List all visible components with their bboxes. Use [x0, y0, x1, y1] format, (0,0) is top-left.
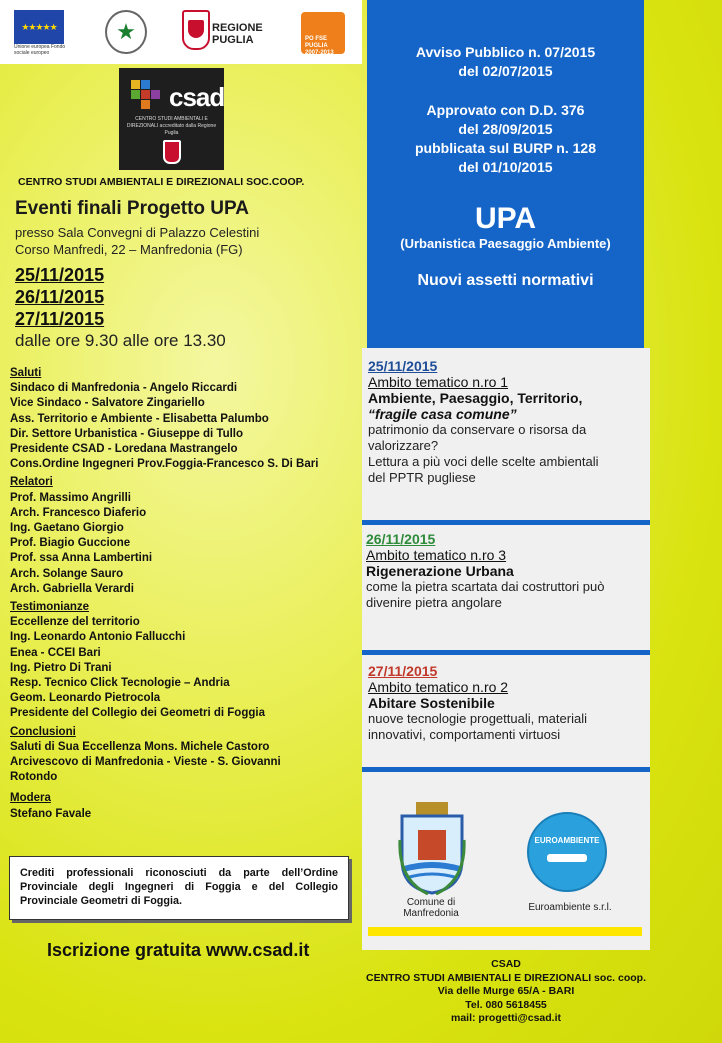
yellow-bar — [368, 927, 642, 936]
session-description: patrimonio da conservare o risorsa da valorizzare? — [368, 422, 587, 453]
testimonianze-heading: Testimonianze — [10, 601, 90, 614]
footer-line: CSAD — [491, 958, 521, 970]
list-item: Prof. ssa Anna Lambertini — [10, 552, 153, 565]
euroambiente-logo-text: EUROAMBIENTE — [534, 836, 600, 845]
conclusioni-line: Saluti di Sua Eccellenza Mons. Michele Castoro — [10, 740, 270, 753]
session-panel — [362, 348, 650, 520]
event-date: 26/11/2015 — [15, 287, 105, 307]
testimonianze-list — [10, 615, 355, 721]
session-title: Abitare Sostenibile — [368, 695, 495, 711]
conclusioni-heading: Conclusioni — [10, 725, 76, 738]
registration-link[interactable]: Iscrizione gratuita www.csad.it — [47, 940, 310, 960]
session-title: Rigenerazione Urbana — [366, 563, 514, 579]
list-item: Ass. Territorio e Ambiente - Elisabetta Palumbo — [10, 412, 269, 425]
list-item: Resp. Tecnico Click Tecnologie – Andria — [10, 677, 230, 690]
organization-name: CENTRO STUDI AMBIENTALI E DIREZIONALI SOC.COOP. — [18, 176, 305, 188]
po-fse-logo: PO FSE PUGLIA 2007-2013 — [301, 12, 345, 54]
list-item: Geom. Leonardo Pietrocola — [10, 692, 161, 705]
list-item: Vice Sindaco - Salvatore Zingariello — [10, 397, 205, 410]
venue-line: presso Sala Convegni di Palazzo Celestini — [15, 225, 260, 240]
list-item: Prof. Biagio Guccione — [10, 537, 131, 550]
csad-subtitle: CENTRO STUDI AMBIENTALI E DIREZIONALI accreditato dalla Regione Puglia — [126, 116, 217, 136]
approval-line: pubblicata sul BURP n. 128 — [414, 140, 596, 156]
saluti-heading: Saluti — [10, 367, 42, 379]
saluti-list — [10, 381, 355, 472]
list-item: Cons.Ordine Ingegneri Prov.Foggia-Francesco S. Di Bari — [10, 458, 319, 471]
session-description: come la pietra scartata dai costruttori può divenire pietra angolare — [366, 579, 605, 610]
list-item: Arch. Solange Sauro — [10, 567, 124, 580]
list-item: Arch. Gabriella Verardi — [10, 582, 135, 595]
list-item: Sindaco di Manfredonia - Angelo Riccardi — [10, 382, 238, 395]
footer-contacts — [362, 958, 650, 1026]
program — [10, 366, 355, 822]
list-item: Presidente del Collegio dei Geometri di Foggia — [10, 707, 265, 720]
list-item: Ing. Gaetano Giorgio — [10, 522, 124, 535]
announcement-box — [367, 0, 644, 348]
credits-box: Crediti professionali riconosciuti da parte dell’Ordine Provinciale degli Ingegneri di Foggia e del Collegio Provinciale Geometri di Foggia. — [9, 856, 349, 920]
list-item: Presidente CSAD - Loredana Mastrangelo — [10, 443, 238, 456]
relatori-heading: Relatori — [10, 476, 53, 489]
nuovi-assetti: Nuovi assetti normativi — [417, 272, 594, 289]
upa-subtitle: (Urbanistica Paesaggio Ambiente) — [400, 236, 611, 251]
list-item: Ing. Leonardo Antonio Fallucchi — [10, 631, 186, 644]
logo-strip — [0, 0, 362, 64]
csad-logo — [119, 68, 224, 170]
session-title: Ambiente, Paesaggio, Territorio, — [368, 390, 583, 406]
event-date: 25/11/2015 — [15, 265, 105, 285]
avviso-line: del 02/07/2015 — [458, 63, 553, 79]
footer-line: Tel. 080 5618455 — [465, 998, 547, 1011]
puglia-shield-icon — [182, 10, 210, 50]
session-description: nuove tecnologie progettuali, materiali innovativi, comportamenti virtuosi — [368, 711, 587, 742]
list-item: Enea - CCEI Bari — [10, 646, 101, 659]
footer-line: CENTRO STUDI AMBIENTALI E DIREZIONALI soc. coop. — [365, 971, 646, 984]
session-date: 27/11/2015 — [368, 663, 438, 679]
avviso-line: Avviso Pubblico n. 07/2015 — [415, 44, 596, 60]
approval-line: del 28/09/2015 — [458, 121, 553, 137]
footer-line: Via delle Murge 65/A - BARI — [437, 985, 575, 997]
venue — [15, 224, 259, 258]
conclusioni-line: Rotondo — [10, 771, 58, 784]
italian-republic-emblem-icon: ★ — [105, 10, 147, 54]
session-panel — [362, 655, 650, 767]
upa-title: UPA — [474, 202, 537, 235]
session-date: 26/11/2015 — [366, 531, 436, 547]
list-item: Ing. Pietro Di Trani — [10, 661, 112, 674]
regione-puglia-logo: REGIONE PUGLIA — [212, 22, 263, 46]
relatori-list — [10, 491, 355, 597]
session-description: Lettura a più voci delle scelte ambientali del PPTR pugliese — [368, 454, 599, 485]
session-ambito: Ambito tematico n.ro 2 — [368, 679, 509, 695]
modera-heading: Modera — [10, 792, 51, 805]
csad-name: csad — [169, 82, 225, 112]
event-hours: dalle ore 9.30 alle ore 13.30 — [15, 331, 226, 350]
approval-line: del 01/10/2015 — [458, 159, 553, 175]
event-date: 27/11/2015 — [15, 309, 105, 329]
moderator: Stefano Favale — [10, 807, 92, 820]
session-ambito: Ambito tematico n.ro 3 — [366, 547, 507, 563]
approval-line: Approvato con D.D. 376 — [426, 102, 585, 118]
venue-line: Corso Manfredi, 22 – Manfredonia (FG) — [15, 242, 243, 257]
page-title: Eventi finali Progetto UPA — [15, 198, 250, 219]
list-item: Prof. Massimo Angrilli — [10, 491, 131, 504]
session-ambito: Ambito tematico n.ro 1 — [368, 374, 509, 390]
conclusioni-line: Arcivescovo di Manfredonia - Vieste - S. Giovanni — [10, 756, 281, 769]
eu-flag-icon: ★★★★★ — [14, 10, 64, 44]
euroambiente-logo — [527, 812, 607, 892]
puglia-shield-icon — [163, 140, 181, 164]
session-title: “fragile casa comune” — [368, 406, 517, 422]
list-item: Eccellenze del territorio — [10, 616, 140, 629]
comune-caption: Comune di Manfredonia — [403, 897, 459, 919]
footer-email[interactable]: mail: progetti@csad.it — [450, 1012, 561, 1024]
session-date: 25/11/2015 — [368, 358, 438, 374]
list-item: Arch. Francesco Diaferio — [10, 506, 147, 519]
list-item: Dir. Settore Urbanistica - Giuseppe di Tullo — [10, 427, 244, 440]
euroambiente-caption: Euroambiente s.r.l. — [528, 902, 612, 913]
eu-caption: Unione europea Fondo sociale europeo — [14, 44, 66, 56]
session-panel — [362, 525, 650, 650]
manfredonia-coat-of-arms-icon — [398, 800, 466, 895]
event-dates — [15, 264, 104, 330]
